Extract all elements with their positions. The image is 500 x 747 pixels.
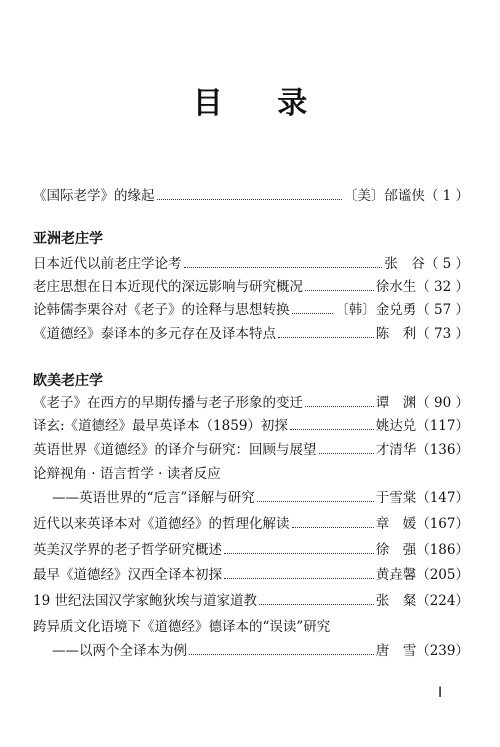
leader-dots (259, 592, 374, 605)
toc-entry-heading-line (33, 617, 330, 637)
entry-author: 姚达兑 (375, 418, 417, 434)
entry-author: 章 媛 (375, 516, 417, 532)
toc-entry (33, 300, 469, 320)
leader-dots (189, 642, 374, 655)
toc-entry-subtitle (52, 488, 469, 508)
entry-page: （167） (416, 516, 469, 532)
entry-page: （ 1 ） (424, 188, 469, 204)
toc-entry (33, 324, 469, 344)
entry-page: （239） (416, 643, 469, 659)
leader-dots (257, 489, 374, 502)
toc-entry (33, 591, 469, 611)
entry-author: 徐水生 (375, 279, 417, 295)
toc-entry-subtitle (52, 641, 469, 661)
entry-page: （136） (416, 442, 469, 458)
entry-author: 〔美〕邰谧侠 (343, 188, 425, 204)
entry-author: 徐 强 (375, 542, 417, 558)
toc-entry (33, 393, 469, 413)
toc-entry (33, 514, 469, 534)
entry-page: （205） (416, 567, 469, 583)
entry-author: 陈 利 (375, 326, 417, 342)
toc-entry (33, 277, 469, 297)
entry-page: （224） (416, 593, 469, 609)
leader-dots (224, 566, 374, 579)
entry-title: 论韩儒李栗谷对《老子》的诠释与思想转换 (33, 302, 290, 318)
entry-title: 日本近代以前老庄学论考 (33, 256, 182, 272)
toc-entry (33, 565, 469, 585)
section-heading-asia: 亚洲老庄学 (33, 231, 103, 247)
leader-dots (305, 394, 374, 407)
entry-page: （147） (416, 490, 469, 506)
entry-title: 19 世纪法国汉学家鲍狄埃与道家道教 (33, 593, 257, 609)
page-title: 目 录 (192, 86, 330, 121)
toc-entry (33, 254, 469, 274)
entry-page: （ 73 ） (416, 326, 469, 342)
entry-author: 黄垚馨 (375, 567, 417, 583)
entry-page: （117） (416, 418, 469, 434)
entry-author: 谭 渊 (375, 395, 417, 411)
entry-author: 张 谷 (384, 256, 425, 272)
entry-title: 论辩视角 · 语言哲学 · 读者反应 (33, 466, 221, 482)
entry-title: 译玄:《道德经》最早英译本（1859）初探 (33, 418, 288, 434)
entry-title: 跨异质文化语境下《道德经》德译本的“误读”研究 (33, 619, 331, 635)
entry-title: 老庄思想在日本近现代的深远影响与研究概况 (33, 279, 303, 295)
page-number: Ⅰ (438, 685, 443, 701)
entry-author: 唐 雪 (375, 643, 417, 659)
entry-author: 〔韩〕金兑勇 (335, 302, 417, 318)
leader-dots (290, 417, 374, 430)
section-heading-west: 欧美老庄学 (33, 373, 103, 389)
toc-entry (33, 540, 469, 560)
leader-dots (224, 541, 374, 554)
leader-dots (292, 515, 374, 528)
toc-entry (33, 416, 469, 436)
entry-author: 才清华 (375, 442, 417, 458)
leader-dots (157, 187, 342, 200)
toc-entry-heading-line (33, 464, 221, 484)
leader-dots (292, 301, 334, 314)
leader-dots (184, 255, 383, 268)
entry-title: 最早《道德经》汉西全译本初探 (33, 567, 222, 583)
leader-dots (278, 325, 374, 338)
entry-page: （ 90 ） (416, 395, 469, 411)
entry-author: 于雪棠 (375, 490, 417, 506)
entry-title: 近代以来英译本对《道德经》的哲理化解读 (33, 516, 290, 532)
entry-title: 英语世界《道德经》的译介与研究：回顾与展望 (33, 442, 317, 458)
entry-page: （ 32 ） (416, 279, 469, 295)
leader-dots (319, 441, 374, 454)
entry-title: ——以两个全译本为例 (52, 643, 187, 659)
entry-title: 英美汉学界的老子哲学研究概述 (33, 542, 222, 558)
entry-title: 《老子》在西方的早期传播与老子形象的变迁 (33, 395, 303, 411)
entry-title: 《道德经》泰译本的多元存在及译本特点 (33, 326, 276, 342)
leader-dots (305, 278, 374, 291)
entry-page: （186） (416, 542, 469, 558)
toc-entry-intro (33, 186, 469, 206)
entry-title: 《国际老学》的缘起 (33, 188, 155, 204)
entry-page: （ 57 ） (416, 302, 469, 318)
entry-author: 张 粲 (375, 593, 417, 609)
entry-title: ——英语世界的“卮言”译解与研究 (52, 490, 255, 506)
entry-page: （ 5 ） (424, 256, 469, 272)
toc-entry (33, 440, 469, 460)
